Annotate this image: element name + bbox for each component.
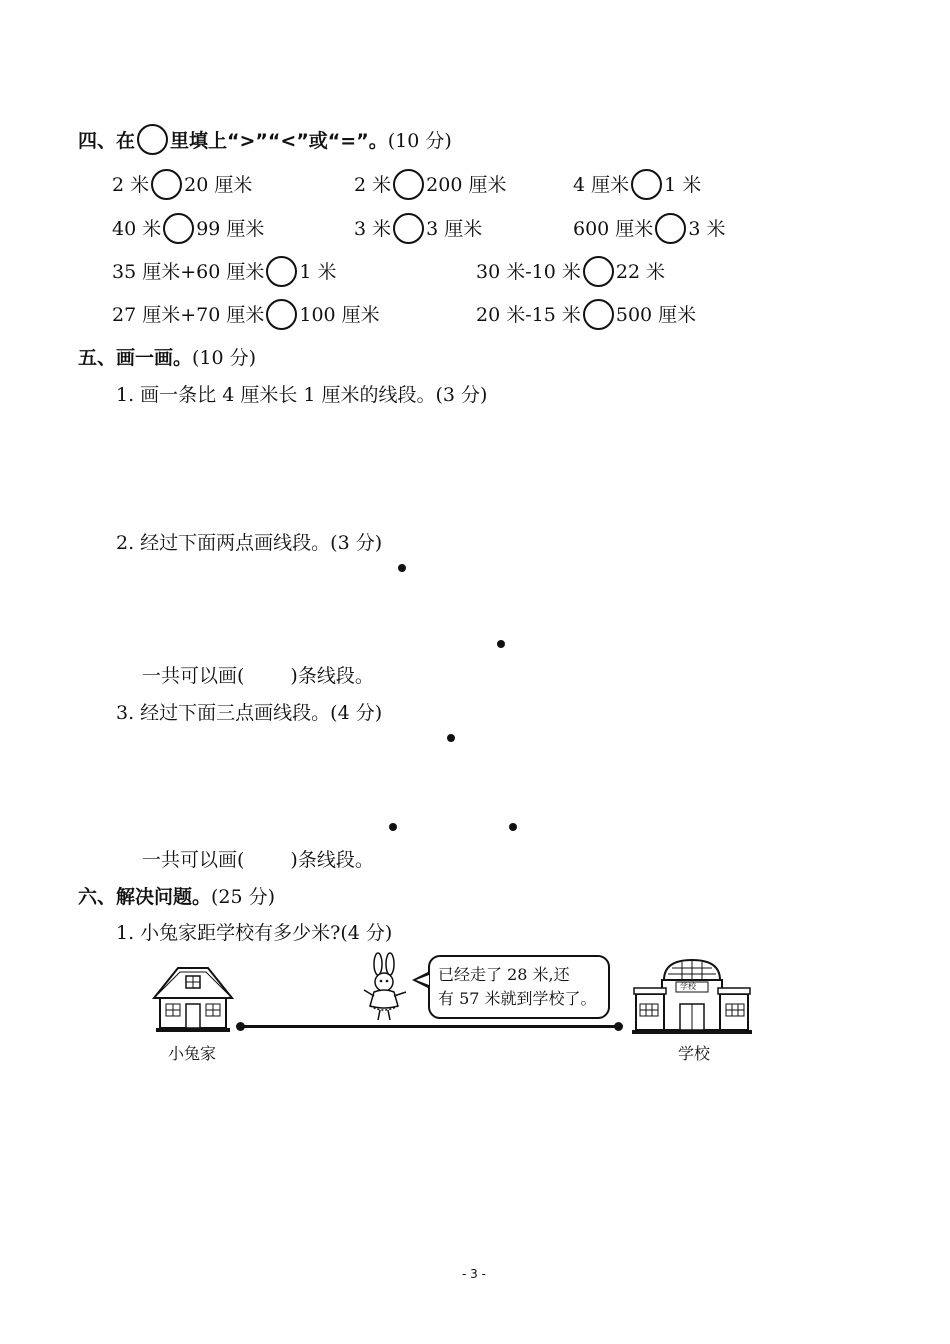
point-a[interactable] <box>398 564 406 572</box>
school-icon <box>632 954 752 1034</box>
answer-circle[interactable] <box>151 169 182 200</box>
answer-circle[interactable] <box>393 169 424 200</box>
point-c[interactable] <box>509 823 517 831</box>
answer-circle[interactable] <box>655 213 686 244</box>
point-b[interactable] <box>389 823 397 831</box>
question-6-1: 1. 小兔家距学校有多少米?(4 分) <box>116 922 393 944</box>
compare-item: 3 米 3 厘米 <box>354 214 482 246</box>
answer-circle[interactable] <box>163 213 194 244</box>
compare-item: 2 米 20 厘米 <box>112 170 252 202</box>
section-4-title: 四、在 里填上“>”“<”或“=”。(10 分) <box>78 126 452 157</box>
compare-item: 27 厘米+70 厘米 100 厘米 <box>112 300 380 332</box>
home-point <box>236 1022 245 1031</box>
question-5-2: 2. 经过下面两点画线段。(3 分) <box>116 532 383 554</box>
question-5-1: 1. 画一条比 4 厘米长 1 厘米的线段。(3 分) <box>116 384 488 406</box>
road-line <box>240 1025 618 1028</box>
answer-circle[interactable] <box>583 256 614 287</box>
school-label: 学校 <box>678 1044 711 1063</box>
compare-item: 20 米-15 米 500 厘米 <box>476 300 696 332</box>
section-6-title: 六、解决问题。(25 分) <box>78 886 276 908</box>
answer-circle[interactable] <box>137 124 168 155</box>
home-label: 小兔家 <box>168 1044 217 1063</box>
point-a[interactable] <box>447 734 455 742</box>
answer-circle[interactable] <box>393 213 424 244</box>
house-icon <box>150 962 236 1034</box>
answer-circle[interactable] <box>266 256 297 287</box>
answer-circle[interactable] <box>266 299 297 330</box>
speech-bubble: 已经走了 28 米,还 有 57 米就到学校了。 <box>428 955 610 1019</box>
answer-circle[interactable] <box>631 169 662 200</box>
page-number: - 3 - <box>462 1267 486 1281</box>
answer-line-5-3: 一共可以画( )条线段。 <box>142 849 374 871</box>
school-point <box>614 1022 623 1031</box>
compare-item: 2 米 200 厘米 <box>354 170 506 202</box>
school-sign: 学校 <box>680 982 696 991</box>
compare-item: 40 米 99 厘米 <box>112 214 264 246</box>
answer-line-5-2: 一共可以画( )条线段。 <box>142 665 374 687</box>
question-5-3: 3. 经过下面三点画线段。(4 分) <box>116 702 383 724</box>
compare-item: 4 厘米 1 米 <box>573 170 701 202</box>
compare-item: 30 米-10 米 22 米 <box>476 257 665 289</box>
section-5-title: 五、画一画。(10 分) <box>78 347 257 369</box>
rabbit-icon <box>358 952 414 1024</box>
answer-circle[interactable] <box>583 299 614 330</box>
compare-item: 600 厘米 3 米 <box>573 214 725 246</box>
point-b[interactable] <box>497 640 505 648</box>
compare-item: 35 厘米+60 厘米 1 米 <box>112 257 337 289</box>
